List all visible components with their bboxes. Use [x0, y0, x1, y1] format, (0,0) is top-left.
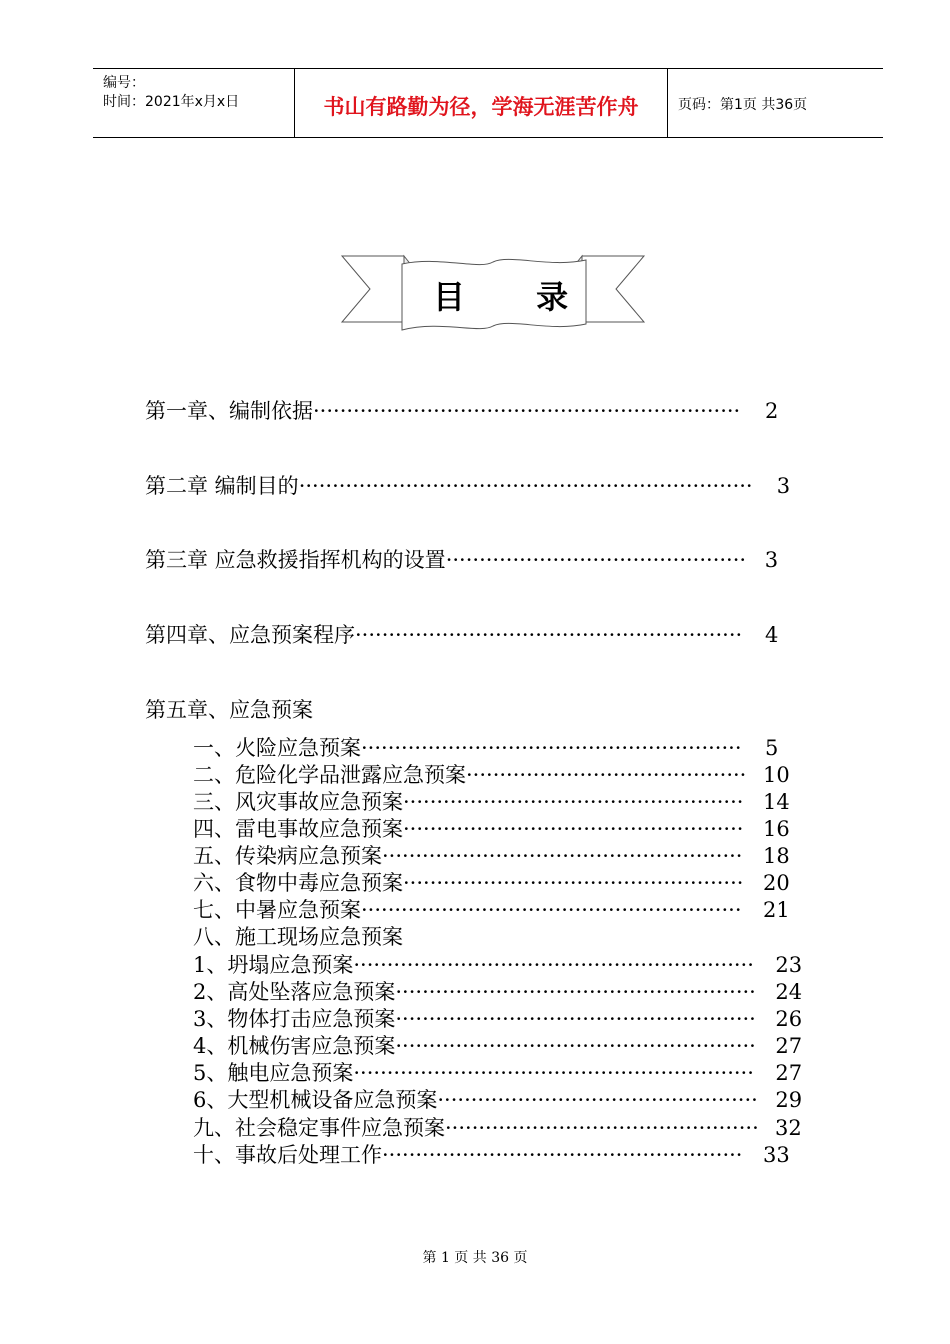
- toc-entry[interactable]: [193, 1033, 802, 1059]
- toc-entry-page: 33: [763, 1143, 790, 1167]
- toc-entry[interactable]: [193, 979, 802, 1005]
- toc-leader-dots: ····························································: [353, 953, 754, 977]
- toc-entry-page: 3: [776, 474, 791, 498]
- toc-entry-label: 七、中暑应急预案: [193, 898, 361, 922]
- toc-entry-label: 第一章、编制依据: [145, 399, 313, 423]
- toc-entry-label: 6、大型机械设备应急预案: [193, 1088, 438, 1112]
- toc-entry-label: 六、食物中毒应急预案: [193, 871, 403, 895]
- toc-leader-dots: ······················································: [395, 1007, 756, 1031]
- toc-entry-label: 4、机械伤害应急预案: [193, 1034, 396, 1058]
- toc-entry-label: 一、火险应急预案: [193, 736, 361, 760]
- page-title: 目 录: [433, 278, 599, 316]
- toc-entry-page: 20: [763, 871, 790, 895]
- toc-entry[interactable]: [193, 843, 790, 869]
- toc-entry-page: 5: [765, 736, 779, 760]
- toc-entry-page: 14: [763, 790, 790, 814]
- toc-entry-page: 21: [763, 898, 790, 922]
- toc-leader-dots: ································································: [313, 399, 741, 423]
- toc-leader-dots: ····································································: [298, 474, 753, 498]
- header-motto: 书山有路勤为径，学海无涯苦作舟: [323, 95, 639, 119]
- toc-entry-page: 29: [775, 1088, 803, 1112]
- toc-leader-dots: ······················································: [395, 1034, 756, 1058]
- toc-entry[interactable]: [193, 1142, 790, 1168]
- toc-entry[interactable]: [193, 1115, 802, 1141]
- toc-entry-page: 2: [765, 399, 779, 423]
- toc-entry-label: 二、危险化学品泄露应急预案: [193, 763, 466, 787]
- toc-entry-label: 十、事故后处理工作: [193, 1143, 382, 1167]
- toc-leader-dots: ···············································: [445, 1116, 759, 1140]
- header-motto-cell: [295, 69, 668, 137]
- toc-entry-page: 26: [775, 1007, 803, 1031]
- toc-entry[interactable]: [193, 1006, 802, 1032]
- toc-leader-dots: ·············································: [445, 548, 747, 572]
- toc-entry[interactable]: [193, 816, 790, 842]
- toc-entry[interactable]: [193, 1060, 802, 1086]
- toc-entry-page: 27: [775, 1061, 803, 1085]
- header-page-number: 页码：第1页 共36页: [678, 97, 808, 113]
- page-footer: 第 1 页 共 36 页: [422, 1250, 528, 1266]
- toc-entry-page: 23: [775, 953, 803, 977]
- toc-entry-page: 27: [775, 1034, 803, 1058]
- toc-entry[interactable]: [145, 398, 778, 424]
- toc-entry[interactable]: [145, 697, 313, 723]
- toc-entry-label: 八、施工现场应急预案: [193, 925, 403, 949]
- toc-entry-label: 1、坍塌应急预案: [193, 953, 354, 977]
- toc-leader-dots: ················································: [437, 1088, 758, 1112]
- toc-entry-label: 第二章 编制目的: [145, 474, 299, 498]
- toc-entry[interactable]: [193, 952, 802, 978]
- toc-entry-label: 第四章、应急预案程序: [145, 623, 355, 647]
- toc-leader-dots: ······················································: [382, 1143, 743, 1167]
- toc-entry[interactable]: [145, 473, 790, 499]
- toc-entry-page: 24: [775, 980, 803, 1004]
- toc-entry-label: 第三章 应急救援指挥机构的设置: [145, 548, 446, 572]
- toc-entry-label: 3、物体打击应急预案: [193, 1007, 396, 1031]
- toc-entry[interactable]: [193, 924, 403, 950]
- toc-leader-dots: ······················································: [382, 844, 743, 868]
- toc-entry[interactable]: [193, 762, 790, 788]
- toc-leader-dots: ··········································: [466, 763, 747, 787]
- toc-entry[interactable]: [193, 1087, 802, 1113]
- toc-entry-label: 5、触电应急预案: [193, 1061, 354, 1085]
- toc-entry-label: 三、风灾事故应急预案: [193, 790, 403, 814]
- toc-entry[interactable]: [193, 897, 790, 923]
- toc-entry-label: 2、高处坠落应急预案: [193, 980, 396, 1004]
- toc-leader-dots: ···················································: [403, 871, 744, 895]
- toc-entry-label: 四、雷电事故应急预案: [193, 817, 403, 841]
- toc-leader-dots: ···················································: [403, 790, 744, 814]
- toc-leader-dots: ····························································: [353, 1061, 754, 1085]
- header-page-cell: [668, 69, 883, 137]
- toc-entry[interactable]: [193, 789, 790, 815]
- toc-entry-label: 九、社会稳定事件应急预案: [193, 1116, 445, 1140]
- toc-leader-dots: ······················································: [395, 980, 756, 1004]
- toc-entry-page: 10: [763, 763, 790, 787]
- toc-entry-label: 第五章、应急预案: [145, 698, 313, 722]
- document-number-label: 编号：: [103, 75, 145, 91]
- toc-entry[interactable]: [193, 735, 778, 761]
- toc-leader-dots: ···················································: [403, 817, 744, 841]
- toc-leader-dots: ··························································: [355, 623, 743, 647]
- toc-entry-label: 五、传染病应急预案: [193, 844, 382, 868]
- toc-entry[interactable]: [145, 547, 778, 573]
- toc-entry-page: 3: [764, 548, 779, 572]
- header-info-cell: [93, 69, 295, 137]
- document-header: [93, 68, 883, 138]
- toc-leader-dots: ·························································: [361, 736, 742, 760]
- toc-entry[interactable]: [145, 622, 778, 648]
- toc-entry-page: 18: [763, 844, 790, 868]
- toc-entry-page: 32: [775, 1116, 802, 1140]
- toc-entry[interactable]: [193, 870, 790, 896]
- toc-leader-dots: ·························································: [361, 898, 742, 922]
- toc-entry-page: 16: [763, 817, 790, 841]
- toc-entry-page: 4: [765, 623, 779, 647]
- document-time-label: 时间：2021年x月x日: [103, 94, 240, 110]
